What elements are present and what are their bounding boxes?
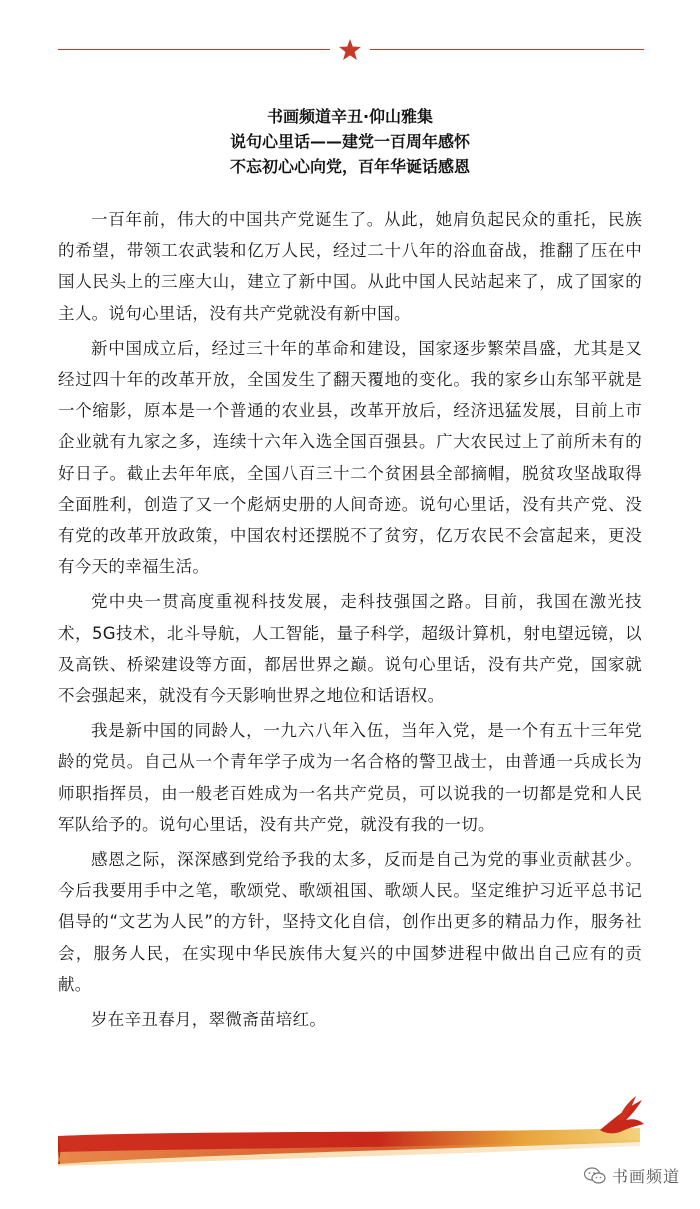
title-block: [0, 104, 700, 179]
paragraph: 一百年前，伟大的中国共产党诞生了。从此，她肩负起民众的重托，民族的希望，带领工农武装和亿万人民，经过二十八年的浴血奋战，推翻了压在中国人民头上的三座大山，建立了新中国。从此中国人民站起来了，成了国家的主人。说句心里话，没有共产党就没有新中国。: [58, 210, 642, 323]
red-star-icon: [338, 38, 362, 62]
channel-watermark: [584, 1164, 680, 1187]
divider-line-left: [58, 49, 330, 50]
divider-line-right: [370, 49, 644, 50]
paragraph: 我是新中国的同龄人，一九六八年入伍，当年入党，是一个有五十三年党龄的党员。自己从一个青年学子成为一名合格的警卫战士，由普通一兵成长为师职指挥员，由一般老百姓成为一名共产党员，可以说我的一切都是党和人民军队给予的。说句心里话，没有共产党，就没有我的一切。: [58, 721, 642, 834]
article-body: [58, 204, 642, 1039]
title-line-1: 书画频道辛丑·仰山雅集: [266, 107, 434, 126]
signature-line: 岁在辛丑春月，翠微斋苗培红。: [91, 1010, 327, 1030]
wechat-icon: [584, 1167, 606, 1185]
paragraph: 党中央一贯高度重视科技发展，走科技强国之路。目前，我国在激光技术，5G技术，北斗导航，人工智能，量子科学，超级计算机，射电望远镜，以及高铁、桥梁建设等方面，都居世界之巅。说句心里话，没有共产党，国家就不会强起来，就没有今天影响世界之地位和话语权。: [58, 592, 642, 706]
title-line-3: 不忘初心心向党，百年华诞话感恩: [229, 157, 470, 176]
top-divider: [0, 40, 700, 60]
watermark-label: 书画频道: [611, 1167, 680, 1186]
paragraph: 新中国成立后，经过三十年的革命和建设，国家逐步繁荣昌盛，尤其是又经过四十年的改革开放，全国发生了翻天覆地的变化。我的家乡山东邹平就是一个缩影，原本是一个普通的农业县，改革开放后，经济迅猛发展，目前上市企业就有九家之多，连续十六年入选全国百强县。广大农民过上了前所未有的好日子。截止去年年底，全国八百三十二个贫困县全部摘帽，脱贫攻坚战取得全面胜利，创造了又一个彪炳史册的人间奇迹。说句心里话，没有共产党、没有党的改革开放政策，中国农村还摆脱不了贫穷，亿万农民不会富起来，更没有今天的幸福生活。: [58, 338, 642, 577]
paragraph: 感恩之际，深深感到党给予我的太多，反而是自己为党的事业贡献甚少。今后我要用手中之笔，歌颂党、歌颂祖国、歌颂人民。坚定维护习近平总书记倡导的“文艺为人民”的方针，坚持文化自信，创作出更多的精品力作，服务社会，服务人民，在实现中华民族伟大复兴的中国梦进程中做出自己应有的贡献。: [58, 850, 642, 994]
title-line-2: 说句心里话——建党一百周年感怀: [229, 132, 470, 151]
dove-icon: [600, 1096, 644, 1133]
